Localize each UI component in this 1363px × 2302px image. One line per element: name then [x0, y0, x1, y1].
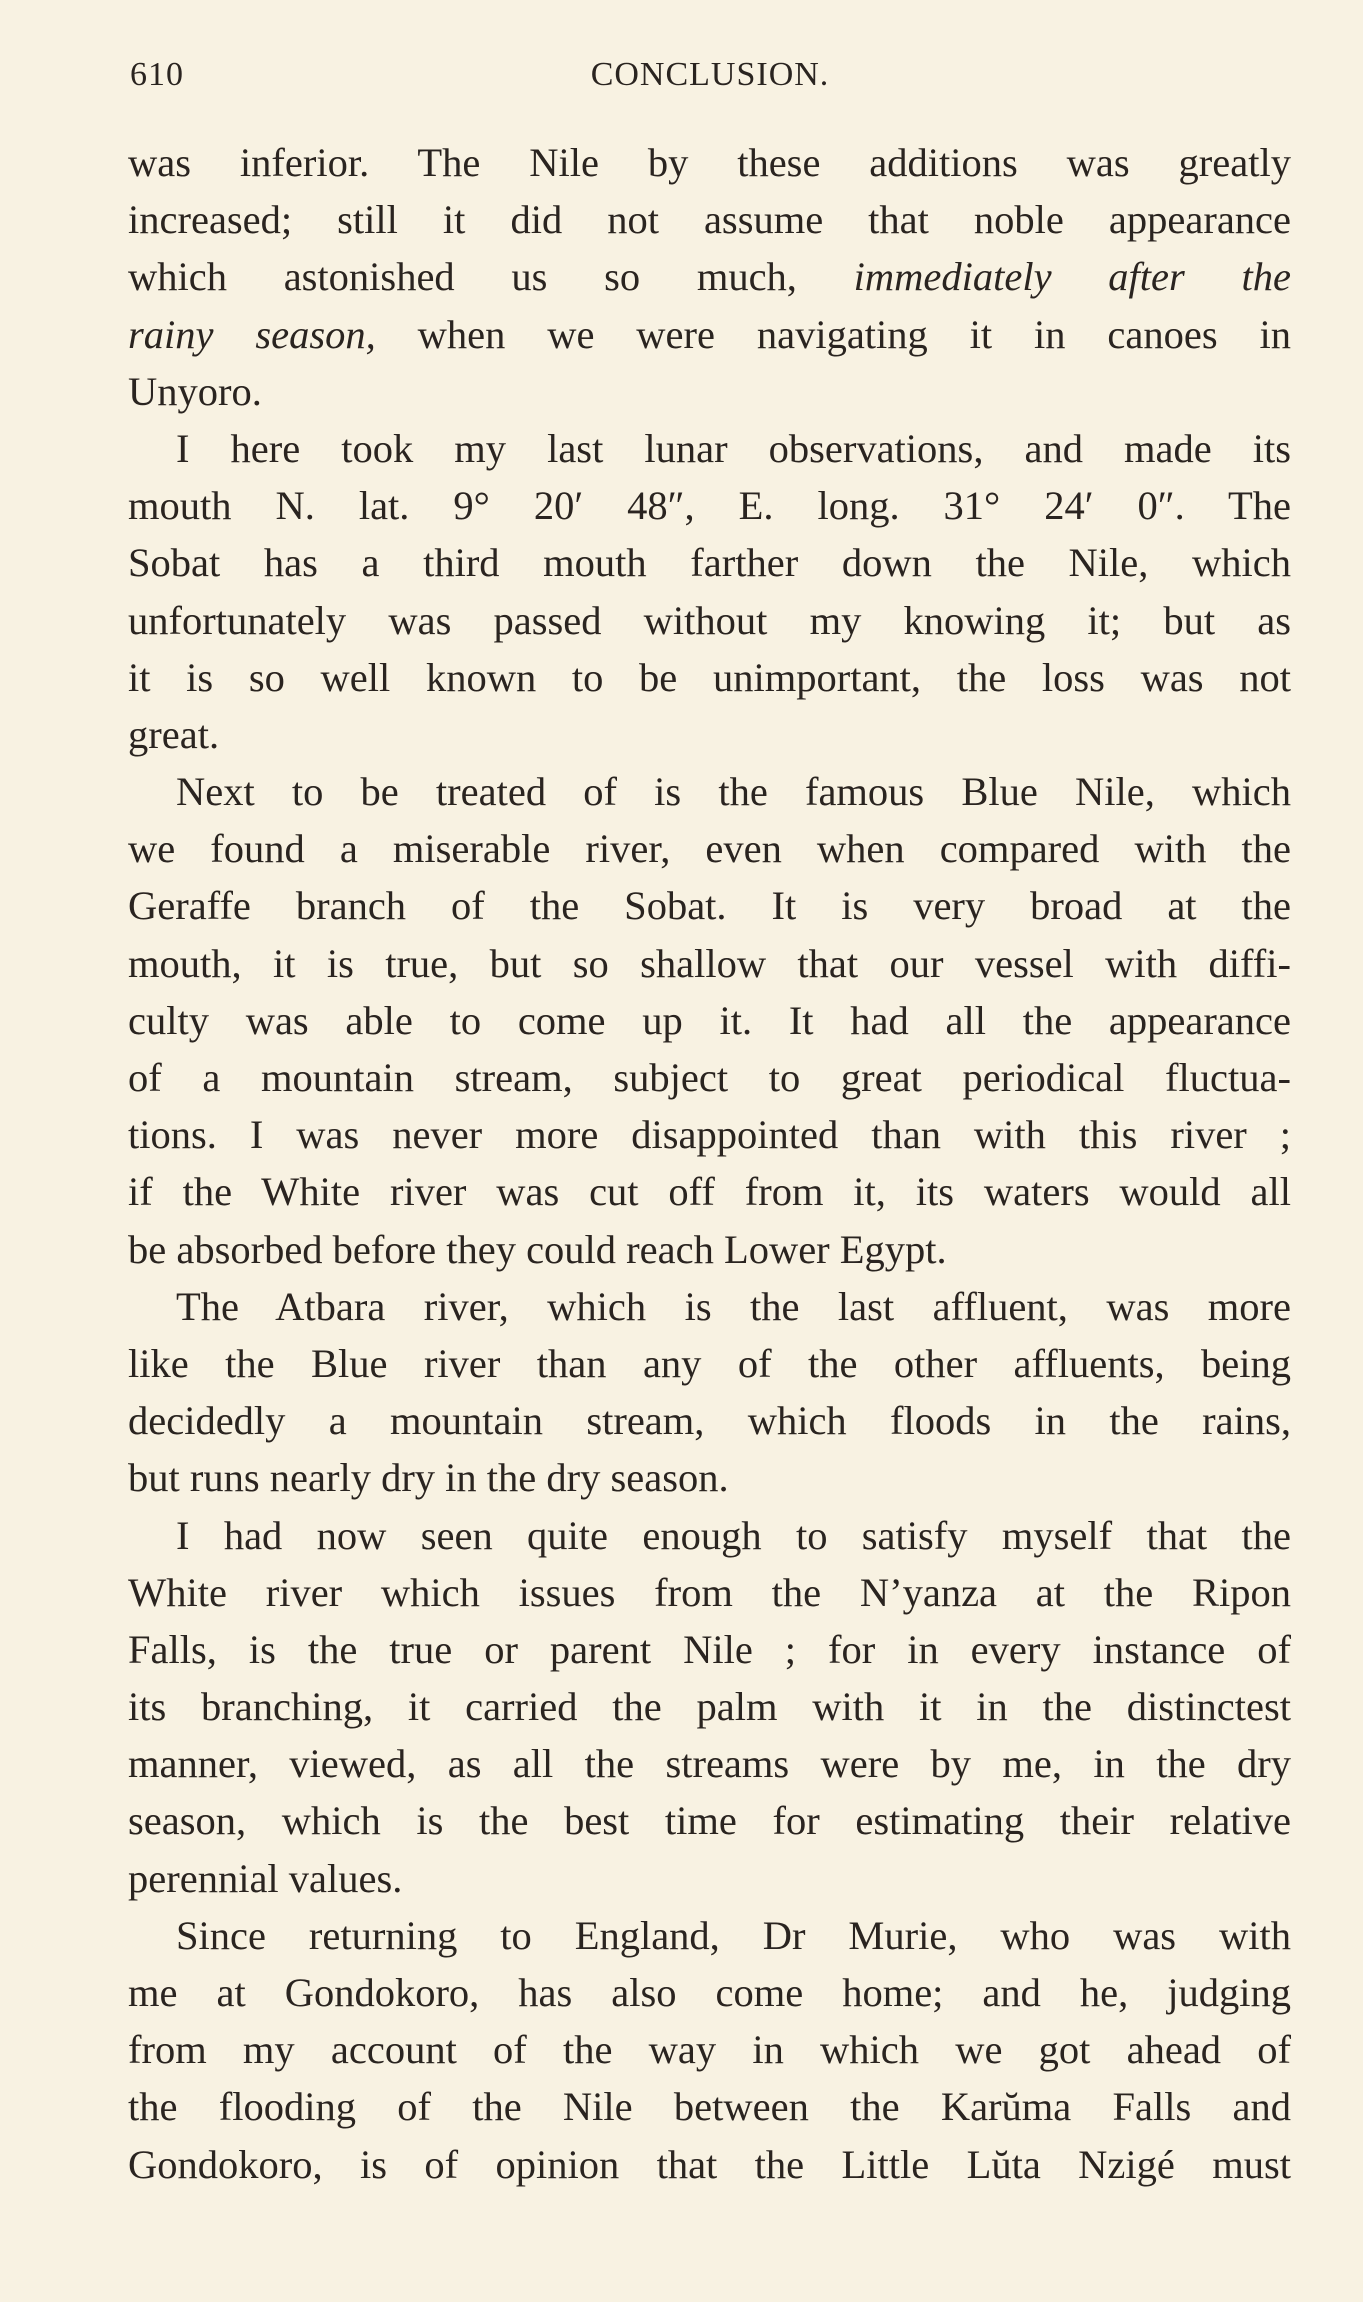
italic-text: immediately after the	[853, 254, 1291, 300]
text-segment: mouth N. lat. 9° 20′ 48″, E. long. 31° 24′ 0″. The	[128, 483, 1291, 529]
text-segment: it is so well known to be unimportant, the loss was not	[128, 654, 1291, 700]
text-segment: I here took my last lunar observations, and made its	[176, 425, 1291, 471]
text-line	[128, 420, 1291, 477]
text-segment: its branching, it carried the palm with it in the distinctest	[128, 1684, 1291, 1730]
text-segment: when we were navigating it in canoes in	[375, 311, 1291, 357]
text-line	[128, 706, 1291, 763]
text-segment: tions. I was never more disappointed than with this river ;	[128, 1112, 1291, 1158]
text-line	[128, 1392, 1291, 1449]
text-line	[128, 1163, 1291, 1220]
text-segment: Unyoro.	[128, 368, 262, 414]
text-line	[128, 1106, 1291, 1163]
text-segment: decidedly a mountain stream, which floods in the rains,	[128, 1398, 1291, 1444]
text-line	[128, 877, 1291, 934]
text-line	[128, 2021, 1291, 2078]
text-line	[128, 248, 1291, 305]
text-line	[128, 1049, 1291, 1106]
text-segment: perennial values.	[128, 1855, 403, 1901]
text-segment: I had now seen quite enough to satisfy myself that the	[176, 1512, 1291, 1558]
text-line	[128, 1964, 1291, 2021]
text-segment: of a mountain stream, subject to great periodical fluctua-	[128, 1055, 1291, 1100]
text-segment: was inferior. The Nile by these additions was greatly	[128, 140, 1291, 185]
text-segment: Falls, is the true or parent Nile ; for in every instance of	[128, 1626, 1291, 1672]
text-segment: which astonished us so much,	[128, 254, 854, 300]
text-segment: from my account of the way in which we got ahead of	[128, 2027, 1291, 2073]
text-segment: Sobat has a third mouth farther down the Nile, which	[128, 540, 1291, 586]
text-segment: be absorbed before they could reach Lower Egypt.	[128, 1226, 947, 1272]
text-segment: the flooding of the Nile between the Karŭma Falls and	[128, 2084, 1291, 2130]
text-segment: season, which is the best time for estimating their relative	[128, 1798, 1291, 1844]
text-line	[128, 477, 1291, 534]
text-line	[128, 1621, 1291, 1678]
text-line	[128, 2078, 1291, 2135]
text-line	[128, 1221, 1291, 1278]
text-segment: Next to be treated of is the famous Blue Nile, which	[176, 769, 1291, 815]
text-segment: Geraffe branch of the Sobat. It is very broad at the	[128, 883, 1291, 929]
text-segment: White river which issues from the N’yanza at the Ripon	[128, 1569, 1291, 1615]
text-line	[128, 649, 1291, 706]
text-segment: increased; still it did not assume that noble appearance	[128, 197, 1291, 243]
text-segment: me at Gondokoro, has also come home; and he, judging	[128, 1970, 1291, 2015]
text-line	[128, 1907, 1291, 1964]
text-line	[128, 1449, 1291, 1506]
text-line	[128, 992, 1291, 1049]
text-segment: manner, viewed, as all the streams were by me, in the dry	[128, 1741, 1291, 1787]
text-line	[128, 935, 1291, 992]
italic-text: rainy season,	[128, 311, 376, 357]
text-line	[128, 306, 1291, 363]
text-line	[128, 1507, 1291, 1564]
text-line	[128, 592, 1291, 649]
text-segment: unfortunately was passed without my knowing it; but as	[128, 597, 1291, 643]
text-line	[128, 820, 1291, 877]
text-line	[128, 1678, 1291, 1735]
text-line	[128, 763, 1291, 820]
text-line	[128, 1792, 1291, 1849]
text-segment: Gondokoro, is of opinion that the Little Lŭta Nzigé must	[128, 2141, 1291, 2187]
text-line	[128, 1564, 1291, 1621]
text-segment: like the Blue river than any of the other affluents, being	[128, 1340, 1291, 1386]
text-line	[128, 191, 1291, 248]
text-segment: mouth, it is true, but so shallow that our vessel with diffi-	[128, 940, 1291, 986]
text-line	[128, 1335, 1291, 1392]
text-segment: we found a miserable river, even when compared with the	[128, 826, 1291, 872]
body-text	[128, 134, 1291, 2193]
text-line	[128, 1850, 1291, 1907]
running-head	[130, 56, 1290, 106]
text-segment: Since returning to England, Dr Murie, who was with	[176, 1912, 1291, 1958]
chapter-title: CONCLUSION.	[590, 56, 830, 93]
text-segment: The Atbara river, which is the last affluent, was more	[176, 1283, 1291, 1329]
page-number: 610	[130, 56, 184, 93]
text-segment: great.	[128, 711, 220, 757]
text-line	[128, 534, 1291, 591]
text-line	[128, 2136, 1291, 2193]
text-segment: but runs nearly dry in the dry season.	[128, 1455, 729, 1501]
text-segment: if the White river was cut off from it, its waters would all	[128, 1169, 1291, 1215]
text-line	[128, 1735, 1291, 1792]
text-line	[128, 363, 1291, 420]
text-segment: culty was able to come up it. It had all the appearance	[128, 997, 1291, 1043]
text-line	[128, 1278, 1291, 1335]
text-line	[128, 134, 1291, 191]
